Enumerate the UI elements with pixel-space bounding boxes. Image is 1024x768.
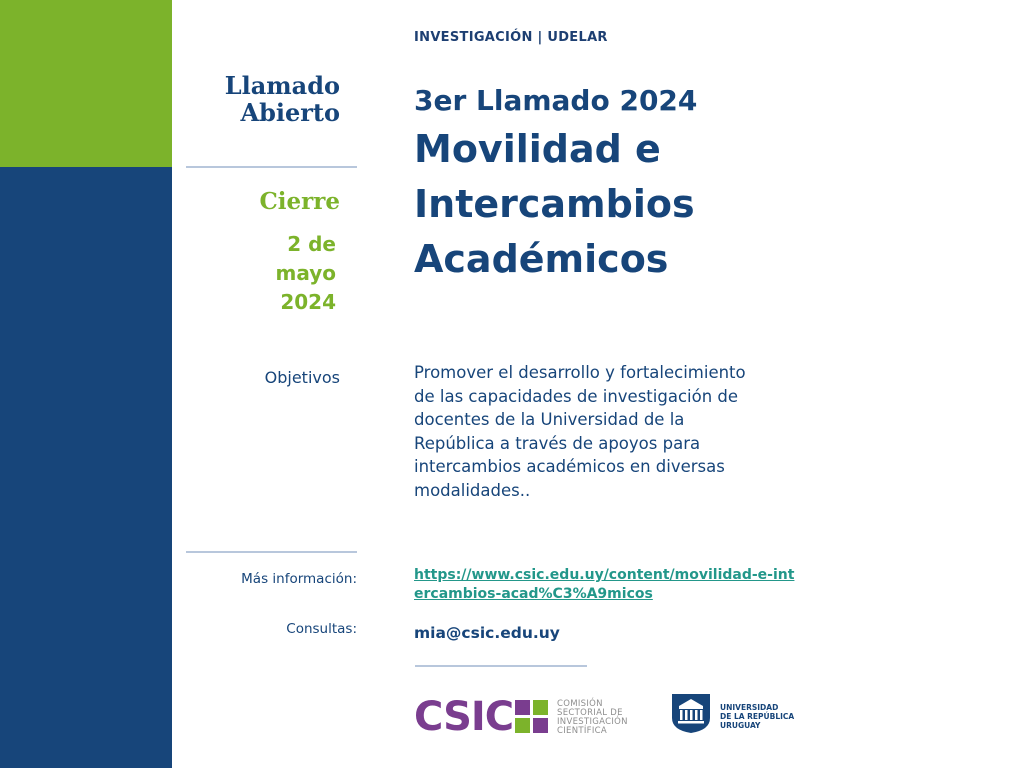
contact-email[interactable]: mia@csic.edu.uy	[414, 624, 560, 642]
main-title	[414, 80, 697, 287]
title-line-4: Académicos	[414, 237, 669, 281]
objetivos-text	[414, 361, 814, 502]
closing-date	[190, 230, 336, 317]
date-line-1: 2 de	[287, 232, 336, 256]
cierre-label: Cierre	[259, 188, 340, 215]
objetivos-line: Promover el desarrollo y fortalecimiento	[414, 363, 746, 382]
udelar-name	[720, 703, 794, 730]
consultas-label: Consultas:	[286, 621, 357, 637]
mas-informacion-label: Más información:	[241, 571, 357, 587]
udelar-shield-icon	[670, 692, 712, 734]
udelar-line: DE LA REPÚBLICA	[720, 712, 795, 721]
green-accent-block	[0, 0, 172, 167]
info-link-line-2: ercambios-acad%C3%A9micos	[414, 586, 653, 602]
objetivos-line: modalidades..	[414, 480, 531, 500]
divider-footer	[415, 665, 587, 667]
section-kicker: INVESTIGACIÓN | UDELAR	[414, 30, 608, 45]
info-link-line-1: https://www.csic.edu.uy/content/movilidad-e-int	[414, 567, 795, 583]
udelar-line: UNIVERSIDAD	[720, 703, 779, 712]
title-line-2: Movilidad e	[414, 127, 661, 171]
info-link[interactable]	[414, 566, 844, 604]
csic-logo-text: CSIC	[414, 694, 514, 740]
objetivos-label: Objetivos	[264, 368, 340, 387]
llamado-line-1: Llamado	[224, 71, 340, 100]
title-line-3: Intercambios	[414, 182, 695, 226]
title-line-1: 3er Llamado 2024	[414, 84, 698, 117]
blue-side-panel	[0, 167, 172, 768]
date-line-3: 2024	[280, 290, 336, 314]
csic-sub-line: COMISIÓN	[557, 699, 603, 709]
objetivos-line: docentes de la Universidad de la	[414, 410, 685, 429]
csic-sub-line: SECTORIAL DE	[557, 708, 623, 718]
date-line-2: mayo	[275, 261, 336, 285]
divider-bottom-left	[186, 551, 357, 553]
objetivos-line: República a través de apoyos para	[414, 433, 701, 453]
divider-top	[186, 166, 357, 168]
csic-logo-icon	[515, 700, 549, 734]
csic-sub-line: CIENTÍFICA	[557, 726, 608, 736]
llamado-abierto-heading	[190, 72, 340, 126]
csic-subtitle	[557, 700, 628, 736]
udelar-line: URUGUAY	[720, 721, 761, 730]
llamado-line-2: Abierto	[240, 98, 340, 127]
objetivos-line: de las capacidades de investigación de	[414, 386, 739, 406]
objetivos-line: intercambios académicos en diversas	[414, 457, 725, 476]
csic-sub-line: INVESTIGACIÓN	[557, 717, 628, 727]
